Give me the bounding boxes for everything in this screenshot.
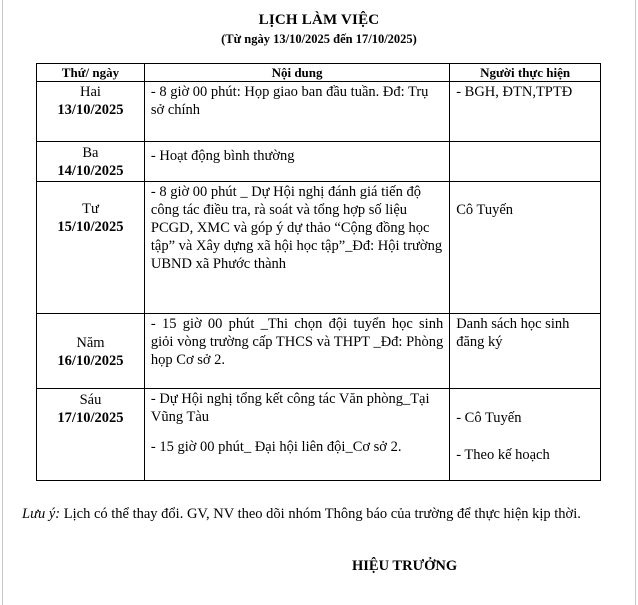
document-subtitle: (Từ ngày 13/10/2025 đến 17/10/2025) xyxy=(221,32,417,46)
table-header-row xyxy=(37,64,601,82)
content-cell xyxy=(144,314,449,389)
table-row xyxy=(37,389,601,481)
person-cell xyxy=(450,142,601,182)
person-cell xyxy=(450,82,601,142)
page-border-right xyxy=(635,0,636,605)
document-title: LỊCH LÀM VIỆC xyxy=(258,12,380,28)
note-paragraph xyxy=(22,505,582,524)
person-cell xyxy=(450,389,601,481)
day-date: 17/10/2025 xyxy=(57,410,124,426)
header-person: Người thực hiện xyxy=(450,64,601,82)
note-text: Lịch có thể thay đổi. GV, NV theo dõi nhóm Thông báo của trường để thực hiện kịp thời. xyxy=(60,506,581,522)
day-name: Sáu xyxy=(79,392,102,408)
table-row xyxy=(37,82,601,142)
day-date: 15/10/2025 xyxy=(57,219,124,235)
person-item: Danh sách học sinh đăng ký xyxy=(456,316,570,350)
content-item: - Hoạt động bình thường xyxy=(150,148,295,164)
day-cell xyxy=(37,314,145,389)
day-cell xyxy=(37,82,145,142)
day-date: 13/10/2025 xyxy=(57,102,124,118)
table-row xyxy=(37,314,601,389)
day-date: 16/10/2025 xyxy=(57,353,124,369)
person-cell xyxy=(450,314,601,389)
table-row xyxy=(37,142,601,182)
content-item: - 8 giờ 00 phút: Họp giao ban đầu tuần. Đđ: Trụ sở chính xyxy=(150,84,429,118)
note-label: Lưu ý: xyxy=(22,506,61,522)
day-name: Năm xyxy=(76,335,105,351)
person-item: - BGH, ĐTN,TPTĐ xyxy=(456,84,573,100)
person-item: - Cô Tuyến xyxy=(456,410,522,426)
page-border-left xyxy=(2,0,3,605)
schedule-table xyxy=(36,63,601,481)
content-cell xyxy=(144,82,449,142)
day-date: 14/10/2025 xyxy=(57,163,124,179)
day-cell xyxy=(37,182,145,314)
content-cell xyxy=(144,182,449,314)
content-item: - Dự Hội nghị tổng kết công tác Văn phòng_Tại Vũng Tàu xyxy=(150,391,430,425)
person-item: Cô Tuyến xyxy=(456,202,514,218)
content-cell xyxy=(144,389,449,481)
content-item: - 15 giờ 00 phút _Thi chọn đội tuyển học sinh giỏi vòng trường cấp THCS và THPT _Đđ: Phòng họp Cơ sở 2. xyxy=(150,316,444,368)
header-content: Nội dung xyxy=(144,64,449,82)
person-item: - Theo kế hoạch xyxy=(456,447,550,463)
day-name: Hai xyxy=(79,84,101,100)
header-day: Thứ/ ngày xyxy=(37,64,145,82)
table-row xyxy=(37,182,601,314)
day-cell xyxy=(37,142,145,182)
content-item: - 8 giờ 00 phút _ Dự Hội nghị đánh giá tiến độ công tác điều tra, rà soát và tổng hợp số liệu PCGD, XMC và góp ý dự thảo “Cộng đồng học tập” và Xây dựng xã hội học tập”_Đđ: Hội trường UBND xã Phước thành xyxy=(150,184,443,272)
person-cell xyxy=(450,182,601,314)
content-cell xyxy=(144,142,449,182)
day-name: Ba xyxy=(82,145,99,161)
content-item: - 15 giờ 00 phút_ Đại hội liên đội_Cơ sở 2. xyxy=(150,439,402,455)
signature-title: HIỆU TRƯỞNG xyxy=(352,558,458,574)
day-name: Tư xyxy=(82,201,99,217)
day-cell xyxy=(37,389,145,481)
